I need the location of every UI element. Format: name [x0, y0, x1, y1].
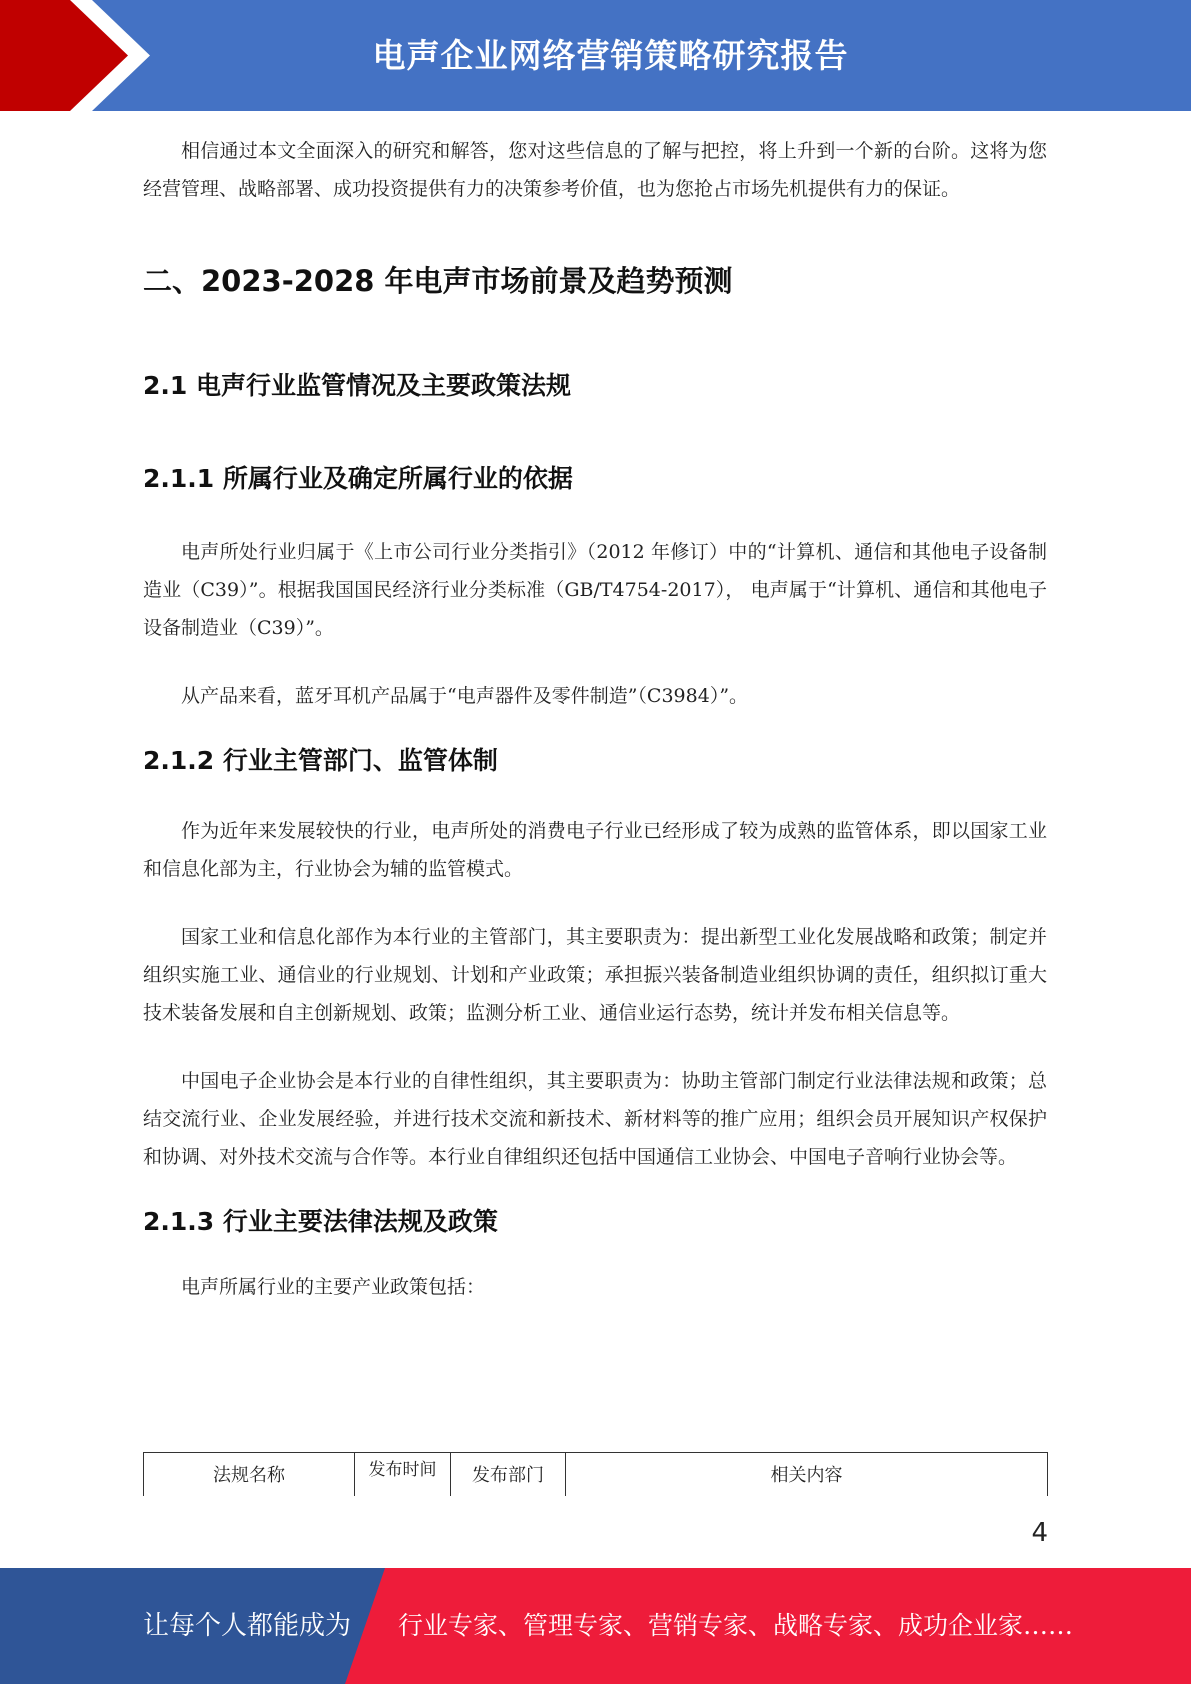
page-header — [0, 0, 1191, 111]
policy-table — [143, 1452, 1048, 1496]
table-header-row — [144, 1453, 1048, 1497]
intro-paragraph: 相信通过本文全面深入的研究和解答，您对这些信息的了解与把控，将上升到一个新的台阶。这将为您经营管理、战略部署、成功投资提供有力的决策参考价值，也为您抢占市场先机提供有力的保证。 — [143, 140, 1047, 200]
heading-2-1-2: 2.1.2 行业主管部门、监管体制 — [143, 746, 498, 775]
heading-2-1-1: 2.1.1 所属行业及确定所属行业的依据 — [143, 464, 573, 493]
paragraph-2-1-1-a: 电声所处行业归属于《上市公司行业分类指引》（2012 年修订）中的“计算机、通信和其他电子设备制造业（C39）”。根据我国国民经济行业分类标准（GB/T4754-2017）， 电声属于“计算机、通信和其他电子设备制造业（C39）”。 — [143, 541, 1047, 639]
table-header-cell: 发布部门 — [451, 1453, 566, 1497]
subsection-heading-2-1: 2.1 电声行业监管情况及主要政策法规 — [143, 371, 571, 400]
paragraph-2-1-2-c: 中国电子企业协会是本行业的自律性组织，其主要职责为：协助主管部门制定行业法律法规和政策；总结交流行业、企业发展经验，并进行技术交流和新技术、新材料等的推广应用；组织会员开展知识产权保护和协调、对外技术交流与合作等。本行业自律组织还包括中国通信工业协会、中国电子音响行业协会等。 — [143, 1070, 1047, 1168]
section-heading: 二、2023-2028 年电声市场前景及趋势预测 — [143, 264, 733, 298]
heading-2-1-3: 2.1.3 行业主要法律法规及政策 — [143, 1207, 498, 1236]
table-header-cell: 法规名称 — [144, 1453, 355, 1497]
footer-slogan-left: 让每个人都能成为 — [143, 1611, 352, 1641]
paragraph-2-1-2-a: 作为近年来发展较快的行业，电声所处的消费电子行业已经形成了较为成熟的监管体系，即以国家工业和信息化部为主，行业协会为辅的监管模式。 — [143, 820, 1047, 880]
table-header-cell: 发布时间 — [355, 1453, 451, 1497]
report-title: 电声企业网络营销策略研究报告 — [372, 36, 849, 75]
page-footer — [0, 1568, 1191, 1684]
footer-slogan-right: 行业专家、管理专家、营销专家、战略专家、成功企业家…… — [398, 1611, 1074, 1640]
table-header-cell: 相关内容 — [566, 1453, 1048, 1497]
paragraph-2-1-1-b: 从产品来看，蓝牙耳机产品属于“电声器件及零件制造”（C3984）”。 — [181, 685, 749, 707]
paragraph-2-1-3-a: 电声所属行业的主要产业政策包括： — [181, 1276, 486, 1298]
paragraph-2-1-2-b: 国家工业和信息化部作为本行业的主管部门，其主要职责为：提出新型工业化发展战略和政策；制定并组织实施工业、通信业的行业规划、计划和产业政策；承担振兴装备制造业组织协调的责任，组织拟订重大技术装备发展和自主创新规划、政策；监测分析工业、通信业运行态势，统计并发布相关信息等。 — [143, 926, 1047, 1024]
page-number: 4 — [1031, 1518, 1048, 1548]
page-body — [143, 132, 1047, 1306]
